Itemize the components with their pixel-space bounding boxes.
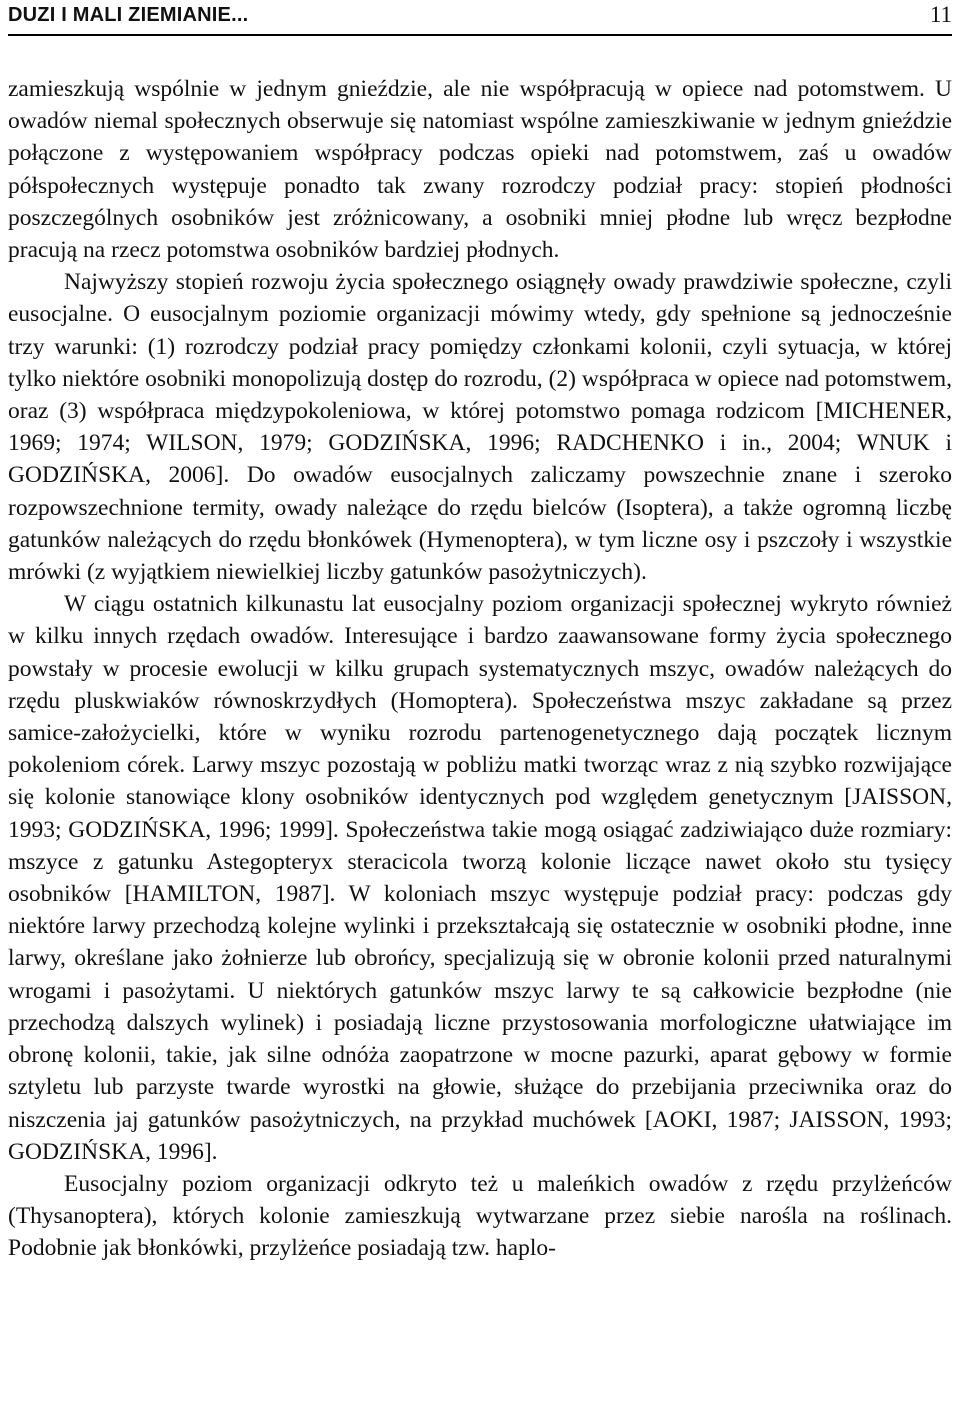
running-head-title: DUZI I MALI ZIEMIANIE... — [8, 4, 249, 26]
paragraph-4: Eusocjalny poziom organizacji odkryto też u maleńkich owadów z rzędu przylżeńców (Thysanoptera), których kolonie zamieszkują wytwarzane przez siebie narośla na roślinach. Podobnie jak błonkówki, przylżeńce posiadają tzw. haplo- — [8, 1170, 952, 1262]
paragraph-3: W ciągu ostatnich kilkunastu lat eusocjalny poziom organizacji społecznej wykryto również w kilku innych rzędach owadów. Interesujące i bardzo zaawansowane formy życia społecznego powstały w procesie ewolucji w kilku grupach systematycznych mszyc, owadów należących do rzędu pluskwiaków równoskrzydłych (Homoptera). Społeczeństwa mszyc zakładane są przez samice-założycielki, które w wyniku rozrodu partenogenetycznego dają początek licznym pokoleniom córek. Larwy mszyc pozostają w pobliżu matki tworząc wraz z nią szybko rozwijające się kolonie stanowiące klony osobników identycznych pod względem genetycznym [JAISSON, 1993; GODZIŃSKA, 1996; 1999]. Społeczeństwa takie mogą osiągać zadziwiająco duże rozmiary: mszyce z gatunku Astegopteryx steracicola tworzą kolonie liczące nawet około stu tysięcy osobników [HAMILTON, 1987]. W koloniach mszyc występuje podział pracy: podczas gdy niektóre larwy przechodzą kolejne wylinki i przekształcają się ostatecznie w osobniki płodne, inne larwy, określane jako żołnierze lub obrońcy, specjalizują się w obronie kolonii przed naturalnymi wrogami i pasożytami. U niektórych gatunków mszyc larwy te są całkowicie bezpłodne (nie przechodzą dalszych wylinek) i posiadają liczne przystosowania morfologiczne ułatwiające im obronę kolonii, takie, jak silne odnóża zaopatrzone w mocne pazurki, aparat gębowy w formie sztyletu lub parzyste twarde wyrostki na głowie, służące do przebijania przeciwnika oraz do niszczenia jaj gatunków pasożytniczych, na przykład muchówek [AOKI, 1987; JAISSON, 1993; GODZIŃSKA, 1996]. — [8, 591, 952, 1165]
running-head — [8, 0, 952, 36]
page-number: 11 — [929, 2, 952, 27]
paragraph-2: Najwyższy stopień rozwoju życia społecznego osiągnęły owady prawdziwie społeczne, czyli eusocjalne. O eusocjalnym poziomie organizacji mówimy wtedy, gdy spełnione są jednocześnie trzy warunki: (1) rozrodczy podział pracy pomiędzy członkami kolonii, czyli sytuacja, w której tylko niektóre osobniki monopolizują dostęp do rozrodu, (2) współpraca w opiece nad potomstwem, oraz (3) współpraca międzypokoleniowa, w której potomstwo pomaga rodzicom [MICHENER, 1969; 1974; WILSON, 1979; GODZIŃSKA, 1996; RADCHENKO i in., 2004; WNUK i GODZIŃSKA, 2006]. Do owadów eusocjalnych zaliczamy powszechnie znane i szeroko rozpowszechnione termity, owady należące do rzędu bielców (Isoptera), a także ogromną liczbę gatunków należących do rzędu błonkówek (Hymenoptera), w tym liczne osy i pszczoły i wszystkie mrówki (z wyjątkiem niewielkiej liczby gatunków pasożytniczych). — [8, 269, 952, 586]
body-text — [8, 73, 952, 1265]
paragraph-1: zamieszkują wspólnie w jednym gnieździe, ale nie współpracują w opiece nad potomstwem. U owadów niemal społecznych obserwuje się natomiast wspólne zamieszkiwanie w jednym gnieździe połączone z występowaniem współpracy podczas opieki nad potomstwem, zaś u owadów półspołecznych występuje ponadto tak zwany rozrodczy podział pracy: stopień płodności poszczególnych osobników jest zróżnicowany, a osobniki mniej płodne lub wręcz bezpłodne pracują na rzecz potomstwa osobników bardziej płodnych. — [8, 76, 952, 264]
